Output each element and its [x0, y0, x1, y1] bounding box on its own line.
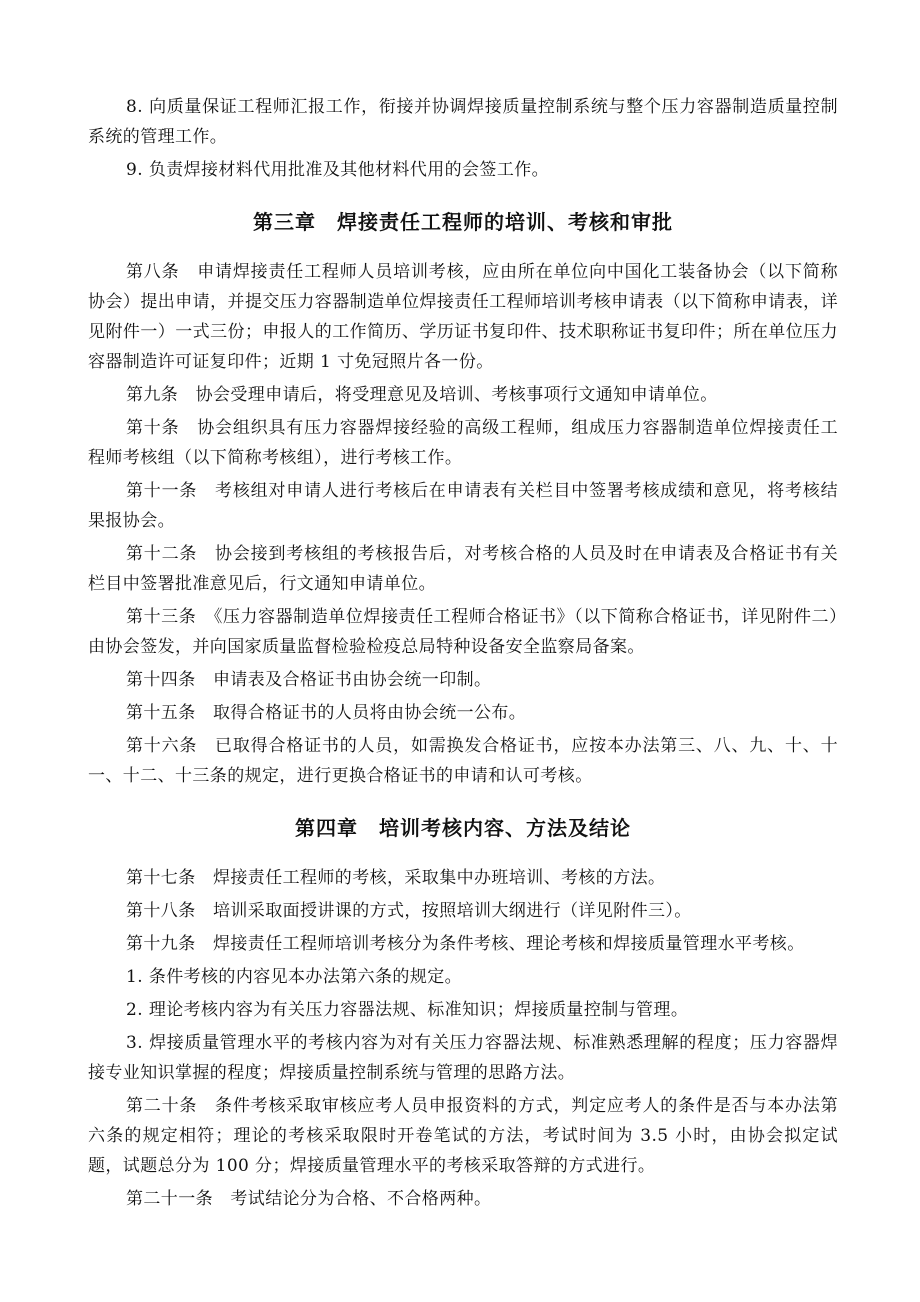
- paragraph: 2. 理论考核内容为有关压力容器法规、标准知识；焊接质量控制与管理。: [126, 1000, 689, 1020]
- paragraph: 第十九条 焊接责任工程师培训考核分为条件考核、理论考核和焊接质量管理水平考核。: [126, 934, 805, 954]
- chapter-heading: 第四章 培训考核内容、方法及结论: [295, 816, 631, 840]
- paragraph: 第十一条 考核组对申请人进行考核后在申请表有关栏目中签署考核成绩和意见，将考核结果报协会。: [88, 481, 838, 531]
- chapter-heading: 第三章 焊接责任工程师的培训、考核和审批: [253, 210, 673, 234]
- paragraph: 第十三条 《压力容器制造单位焊接责任工程师合格证书》（以下简称合格证书，详见附件二）由协会签发，并向国家质量监督检验检疫总局特种设备安全监察局备案。: [88, 607, 838, 657]
- paragraph: 第十八条 培训采取面授讲课的方式，按照培训大纲进行（详见附件三）。: [126, 901, 692, 921]
- paragraph: 第十条 协会组织具有压力容器焊接经验的高级工程师，组成压力容器制造单位焊接责任工程师考核组（以下简称考核组），进行考核工作。: [88, 418, 838, 468]
- paragraph: 第十六条 已取得合格证书的人员，如需换发合格证书，应按本办法第三、八、九、十、十一、十二、十三条的规定，进行更换合格证书的申请和认可考核。: [88, 736, 838, 786]
- paragraph: 8. 向质量保证工程师汇报工作，衔接并协调焊接质量控制系统与整个压力容器制造质量控制系统的管理工作。: [88, 97, 838, 147]
- paragraph: 9. 负责焊接材料代用批准及其他材料代用的会签工作。: [126, 160, 550, 180]
- document-body: [88, 92, 838, 1217]
- paragraph: 3. 焊接质量管理水平的考核内容为对有关压力容器法规、标准熟悉理解的程度；压力容器焊接专业知识掌握的程度；焊接质量控制系统与管理的思路方法。: [88, 1033, 838, 1083]
- paragraph: 第十七条 焊接责任工程师的考核，采取集中办班培训、考核的方法。: [126, 868, 666, 888]
- paragraph: 第十五条 取得合格证书的人员将由协会统一公布。: [126, 703, 527, 723]
- paragraph: 第九条 协会受理申请后，将受理意见及培训、考核事项行文通知申请单位。: [126, 385, 718, 405]
- paragraph: 第十四条 申请表及合格证书由协会统一印制。: [126, 670, 492, 690]
- paragraph: 第十二条 协会接到考核组的考核报告后，对考核合格的人员及时在申请表及合格证书有关栏目中签署批准意见后，行文通知申请单位。: [88, 544, 838, 594]
- paragraph: 第二十条 条件考核采取审核应考人员申报资料的方式，判定应考人的条件是否与本办法第六条的规定相符；理论的考核采取限时开卷笔试的方法，考试时间为 3.5 小时，由协会拟定试题，试题总分为 100 分；焊接质量管理水平的考核采取答辩的方式进行。: [88, 1096, 838, 1176]
- paragraph: 1. 条件考核的内容见本办法第六条的规定。: [126, 967, 463, 987]
- paragraph: 第八条 申请焊接责任工程师人员培训考核，应由所在单位向中国化工装备协会（以下简称协会）提出申请，并提交压力容器制造单位焊接责任工程师培训考核申请表（以下简称申请表，详见附件一）一式三份；申报人的工作简历、学历证书复印件、技术职称证书复印件；所在单位压力容器制造许可证复印件；近期 1 寸免冠照片各一份。: [88, 262, 838, 372]
- paragraph: 第二十一条 考试结论分为合格、不合格两种。: [126, 1189, 492, 1209]
